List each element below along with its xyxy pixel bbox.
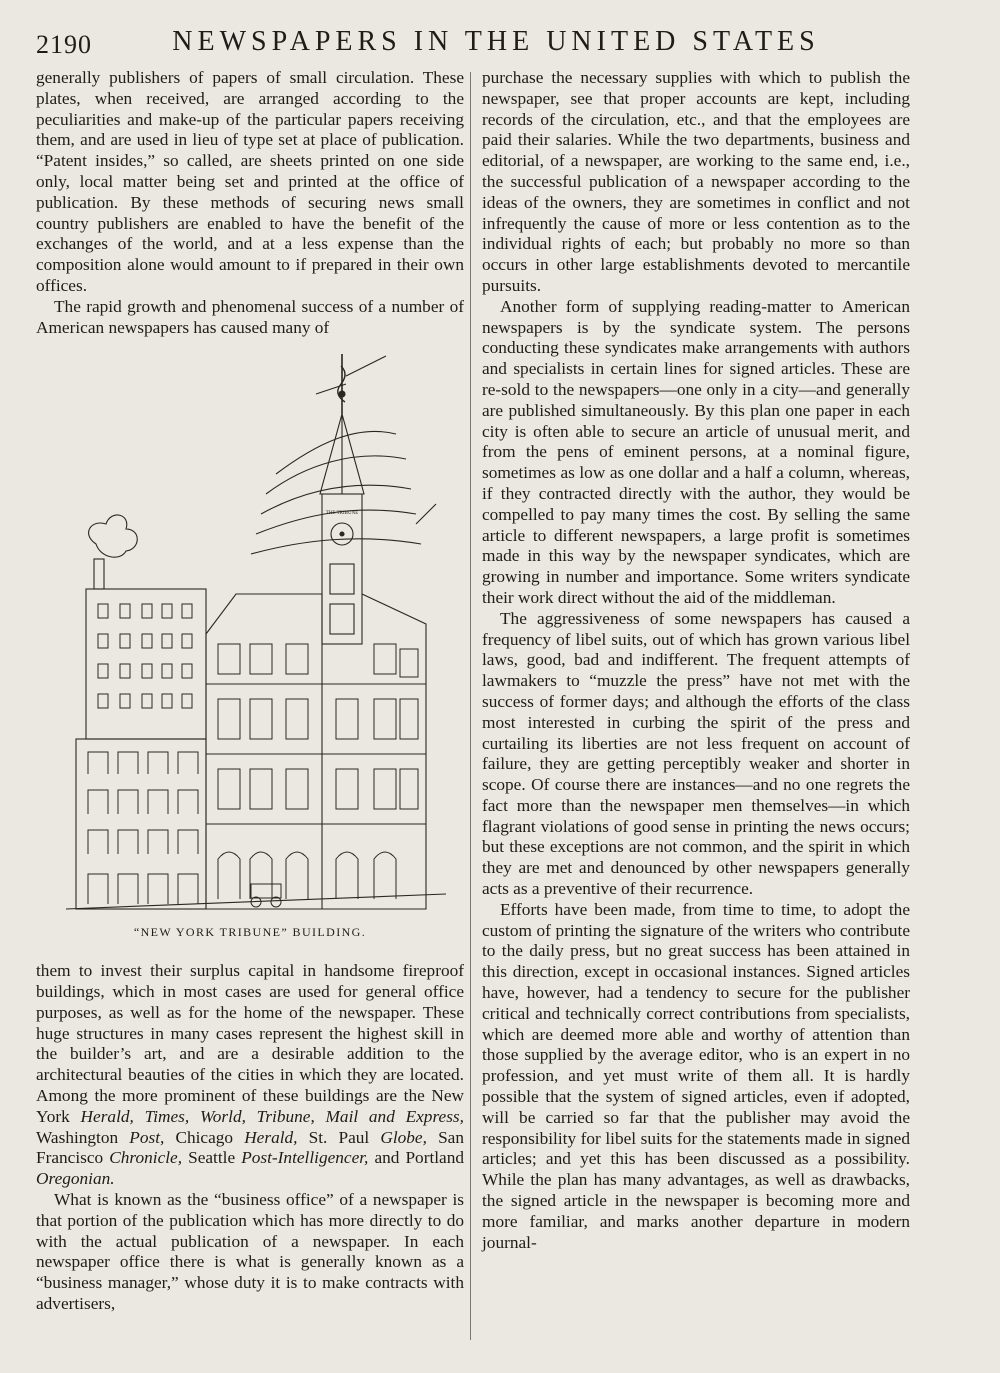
tribune-sign-text: THE TRIBUNE — [325, 511, 359, 517]
paragraph: generally publishers of papers of small circulation. These plates, when received, are arranged according to the peculiarities and make-up of the particular papers receiving them, and are used in lieu of type set at place of publication. “Patent insides,” so called, are sheets printed on one side only, local matter being set and printed at the office of publication. By these methods of securing news small country publishers are enabled to have the benefit of the exchanges of the world, and at a less expense than the composition alone would amount to if prepared in their own offices. — [36, 68, 464, 295]
paper-name: Herald, — [244, 1127, 298, 1147]
city-name: St. Paul — [308, 1127, 370, 1147]
paper-name: Globe, — [380, 1127, 427, 1147]
paper-name: Herald, — [80, 1106, 134, 1126]
running-title: NEWSPAPERS IN THE UNITED STATES — [172, 26, 820, 57]
paragraph: Efforts have been made, from time to time, to adopt the custom of printing the signature of the writers who contribute to the daily press, but no great success has been attained in this direction, except in occasional instances. Signed articles have, however, had a tendency to secure for the publisher critical and technically correct contributions from specialists, which are deemed more able and worthy of attention than those supplied by the average editor, who is an expert in no profession, and yet must write of them all. It is hardly possible that the system of signed articles, even if adopted, will be carried so far that the publisher may avoid the responsibility for libel suits for the statements made in signed articles; and yet this has been discussed as a possibility. While the plan has many advantages, as well as drawbacks, the signed article in the newspaper is becoming more and more familiar, and marks another departure in modern journal- — [482, 899, 910, 1252]
paragraph: The aggressiveness of some newspapers has caused a frequency of libel suits, out of which has grown various libel laws, good, bad and indifferent. The frequent attempts of lawmakers to “muzzle the press” have not met with the success of former days; and although the efforts of the class most interested in curbing the spirit of the press and curtailing its liberties are not less frequent on account of failure, they are getting perceptibly weaker and shorter in scope. Of course there are instances—and no one regrets the fact more than the newspaper men themselves—in which flagrant violations of good sense in printing the news occurs; but these exceptions are not common, and the spirit in which they are met and denounced by other newspapers generally acts as a preventive of their recurrence. — [482, 608, 910, 899]
city-name: Seattle — [188, 1148, 236, 1168]
paper-name: Mail and Express, — [325, 1106, 464, 1126]
paragraph — [36, 961, 464, 1190]
paper-name: Post-Intelligencer, — [241, 1148, 369, 1168]
paragraph: Another form of supplying reading-matter to American newspapers is by the syndicate system. The persons conducting these syndicates make arrangements with authors and specialists in certain lines for signed articles. These are re-sold to the newspapers—one only in a city—and generally are published simultaneously. By this plan one paper in each city is often able to secure an article of unusual merit, and from the pens of eminent persons, at a nominal figure, sometimes as low as one dollar and a half a column, whereas, if they contracted directly with the author, they would be compelled to pay many times the cost. By selling the same article to different newspapers, a large profit is sometimes made in this way by the newspaper syndicates, which are growing in number and importance. Some writers syndicate their work direct without the aid of the middleman. — [482, 296, 910, 607]
building-drawing — [36, 354, 464, 914]
figure-caption: “NEW YORK TRIBUNE” BUILDING. — [133, 925, 367, 940]
paragraph: The rapid growth and phenomenal success of a number of American newspapers has caused many of — [36, 296, 464, 337]
city-name: Chicago — [175, 1127, 234, 1147]
left-column — [36, 68, 464, 1315]
city-name: and Portland — [374, 1148, 465, 1168]
column-rule — [470, 72, 471, 1340]
city-name: San Francisco — [36, 1127, 464, 1168]
paper-name: Times, — [144, 1106, 190, 1126]
tribune-building-illustration — [36, 354, 464, 914]
city-name: Washington — [36, 1127, 119, 1147]
page-number: 2190 — [36, 30, 92, 59]
paragraph: What is known as the “business office” of a newspaper is that portion of the publication which has more directly to do with the actual publication of a newspaper. In each newspaper office there is what is generally known as a “business manager,” whose duty it is to make contracts with advertisers, — [36, 1189, 464, 1313]
paragraph: purchase the necessary supplies with which to publish the newspaper, see that proper accounts are kept, including records of the circulation, etc., and that the employees are paid their salaries. While the two departments, business and editorial, of a newspaper, are working to the same end, i.e., the successful publication of a newspaper according to the ideas of the owners, they are sometimes in conflict and not infrequently the cause of more or less contention as to the individual rights of each; but probably no more so than occurs in other large establishments devoted to mercantile pursuits. — [482, 68, 910, 295]
right-column — [482, 68, 910, 1253]
page-header — [36, 26, 966, 66]
paper-name: Tribune, — [256, 1106, 315, 1126]
paper-name: Oregonian. — [36, 1169, 115, 1189]
paper-name: Chronicle, — [109, 1148, 183, 1168]
paper-name: World, — [199, 1106, 246, 1126]
paper-name: Post, — [129, 1127, 165, 1147]
paragraph-text: them to invest their surplus capital in handsome fireproof buildings, which in most cases are used for general office purposes, as well as for the home of the newspaper. These huge structures in many cases represent the highest skill in the builder’s art, and are a desirable addition to the architectural beauties of the cities in which they are located. Among the more prominent of these buildings are the New York — [36, 961, 464, 1126]
